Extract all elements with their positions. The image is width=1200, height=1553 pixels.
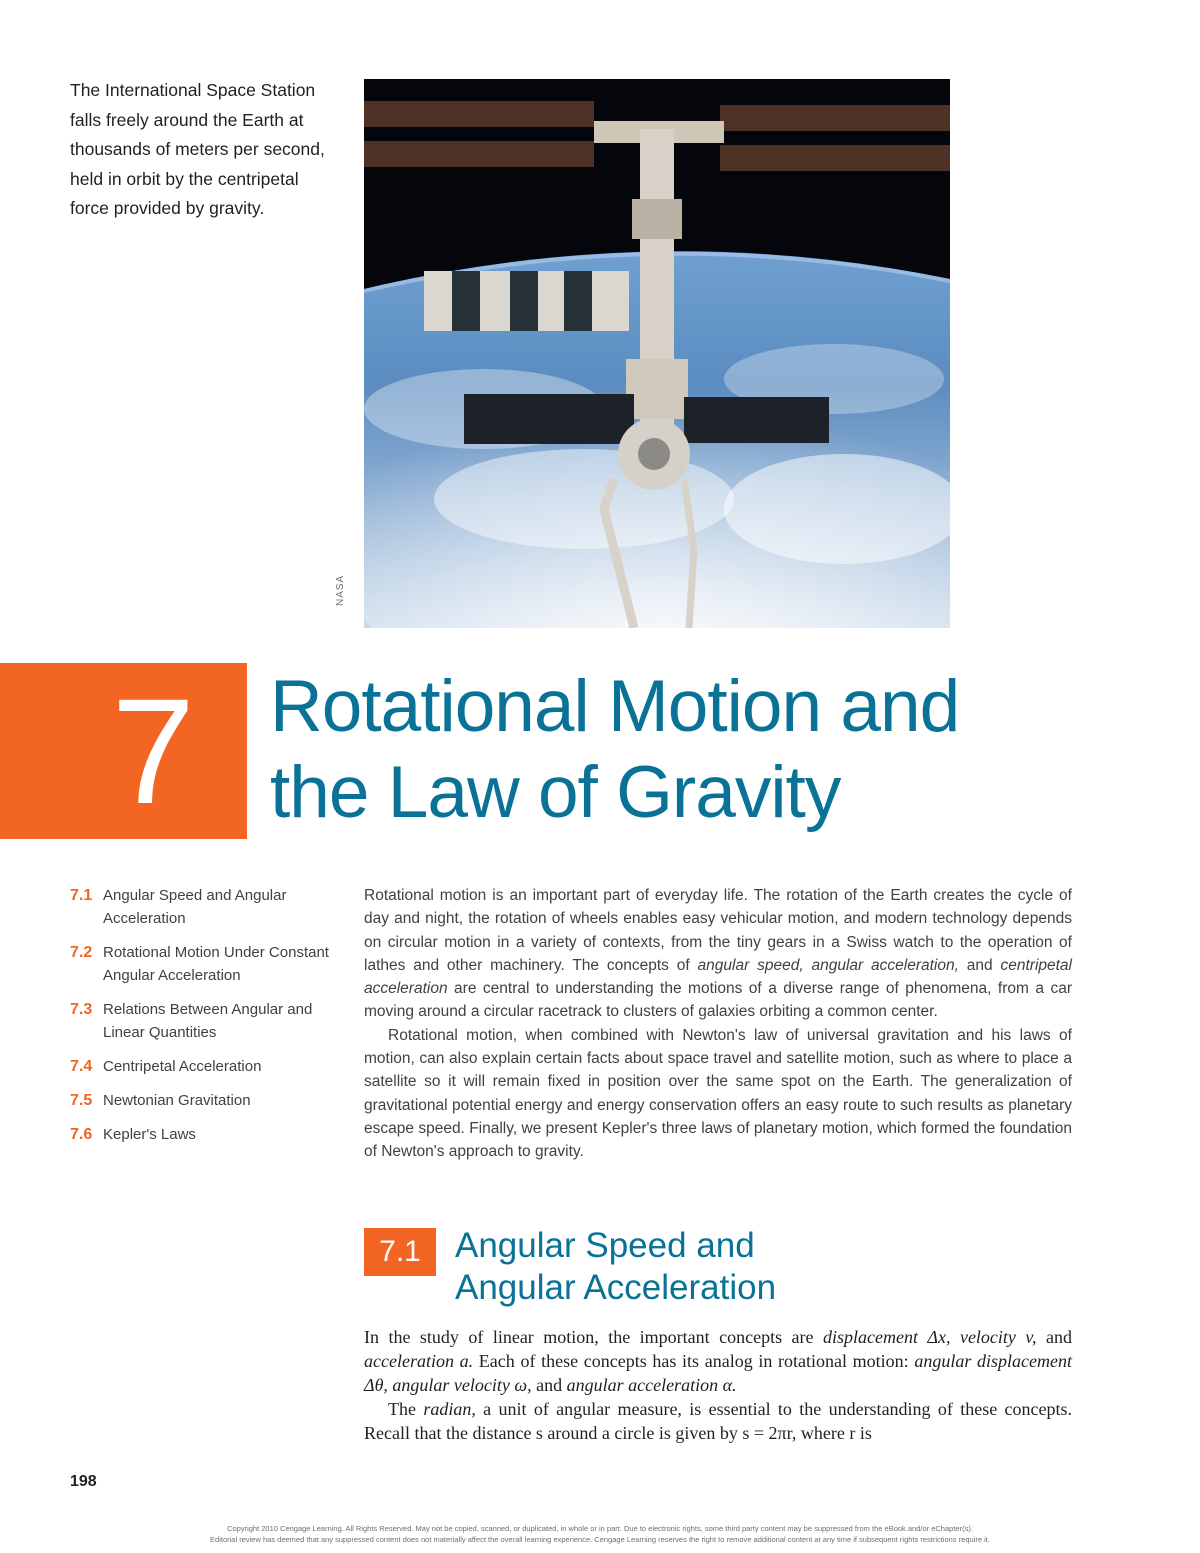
outline-title: Relations Between Angular and Linear Quantities — [103, 1001, 313, 1041]
body-text: and — [531, 1375, 567, 1395]
outline-item[interactable] — [70, 1123, 345, 1146]
intro-text: are central to understanding the motions of a diverse range of phenomena, from a car moving around a circular racetrack to clusters of galaxies orbiting a common center. — [364, 980, 1072, 1021]
outline-title: Centripetal Acceleration — [103, 1058, 262, 1075]
body-term: acceleration a. — [364, 1351, 474, 1371]
body-text: and — [1036, 1327, 1072, 1347]
section-title-line-2: Angular Acceleration — [455, 1268, 777, 1307]
photo-caption: The International Space Station falls freely around the Earth at thousands of meters per second, held in orbit by the centripetal force provided by gravity. — [70, 80, 325, 218]
copyright-line-2: Editorial review has deemed that any suppressed content does not materially affect the overall learning experience. Cengage Learning reserves the right to remove additional content at any time if subsequent rights restrictions require it. — [210, 1535, 990, 1544]
intro-paragraph-2: Rotational motion, when combined with Newton's law of universal gravitation and his laws of motion, can also explain certain facts about space travel and satellite motion, such as where to place a satellite so it will remain fixed in position over the same spot on the Earth. The generalization of gravitational potential energy and energy conservation offers an easy route to such results as planetary escape speed. Finally, we present Kepler's three laws of planetary motion, which formed the foundation of Newton's approach to gravity. — [364, 1026, 1072, 1161]
outline-number: 7.5 — [70, 1092, 93, 1109]
outline-number: 7.4 — [70, 1058, 93, 1075]
section-title — [455, 1225, 1075, 1309]
outline-number: 7.6 — [70, 1126, 93, 1143]
photo-credit: NASA — [335, 574, 346, 606]
body-text: Each of these concepts has its analog in rotational motion: — [473, 1351, 915, 1371]
outline-title: Newtonian Gravitation — [103, 1092, 251, 1109]
body-term: angular displacement Δθ, angular velocity ω, — [364, 1351, 1073, 1395]
intro-text: Rotational motion is an important part of everyday life. The rotation of the Earth creates the cycle of day and night, the rotation of wheels enables easy vehicular motion, and modern technology depends on circular motion in a variety of contexts, from the tiny gears in a Swiss watch to the operation of lathes and other machinery. The concepts of — [364, 887, 1072, 974]
intro-paragraph-1 — [364, 884, 1072, 1024]
chapter-outline — [70, 884, 345, 1157]
section-title-line-1: Angular Speed and — [455, 1226, 755, 1265]
intro-term: angular speed, angular acceleration, — [697, 956, 959, 974]
intro-term: centripetal acceleration — [364, 956, 1072, 998]
outline-item[interactable] — [70, 998, 345, 1044]
body-paragraph-1 — [364, 1325, 1072, 1397]
space-station-photo — [364, 79, 950, 628]
outline-number: 7.3 — [70, 1001, 93, 1018]
body-text: In the study of linear motion, the important concepts are — [364, 1327, 823, 1347]
outline-item[interactable] — [70, 941, 345, 987]
chapter-title-line-1: Rotational Motion and — [270, 666, 960, 747]
copyright-notice — [100, 1523, 1100, 1545]
space-station-illustration — [364, 79, 950, 628]
outline-item[interactable] — [70, 1089, 345, 1112]
chapter-title-line-2: the Law of Gravity — [270, 752, 841, 833]
body-paragraph-2 — [364, 1397, 1072, 1445]
outline-number: 7.2 — [70, 944, 93, 961]
chapter-title — [270, 664, 1170, 836]
chapter-number: 7 — [111, 667, 195, 835]
body-term: radian, — [423, 1399, 476, 1419]
outline-number: 7.1 — [70, 887, 93, 904]
body-term: angular acceleration α. — [566, 1375, 737, 1395]
intro-text: and — [958, 956, 1001, 974]
page-number: 198 — [70, 1473, 97, 1490]
chapter-introduction — [364, 884, 1072, 1164]
copyright-line-1: Copyright 2010 Cengage Learning. All Rights Reserved. May not be copied, scanned, or duplicated, in whole or in part. Due to electronic rights, some third party content may be suppressed from the eBook and/or eChapter(s). — [227, 1524, 973, 1533]
body-text: The — [388, 1399, 424, 1419]
section-number: 7.1 — [379, 1235, 421, 1268]
body-text: a unit of angular measure, is essential to the understanding of these concepts. Recall that the distance s around a circle is given by s = 2πr, where r is — [364, 1399, 1073, 1443]
outline-title: Kepler's Laws — [103, 1126, 196, 1143]
body-term: displacement Δx, velocity v, — [823, 1327, 1037, 1347]
outline-item[interactable] — [70, 1055, 345, 1078]
outline-title: Rotational Motion Under Constant Angular Acceleration — [103, 944, 329, 984]
section-body — [364, 1325, 1072, 1445]
outline-item[interactable] — [70, 884, 345, 930]
outline-title: Angular Speed and Angular Acceleration — [103, 887, 287, 927]
